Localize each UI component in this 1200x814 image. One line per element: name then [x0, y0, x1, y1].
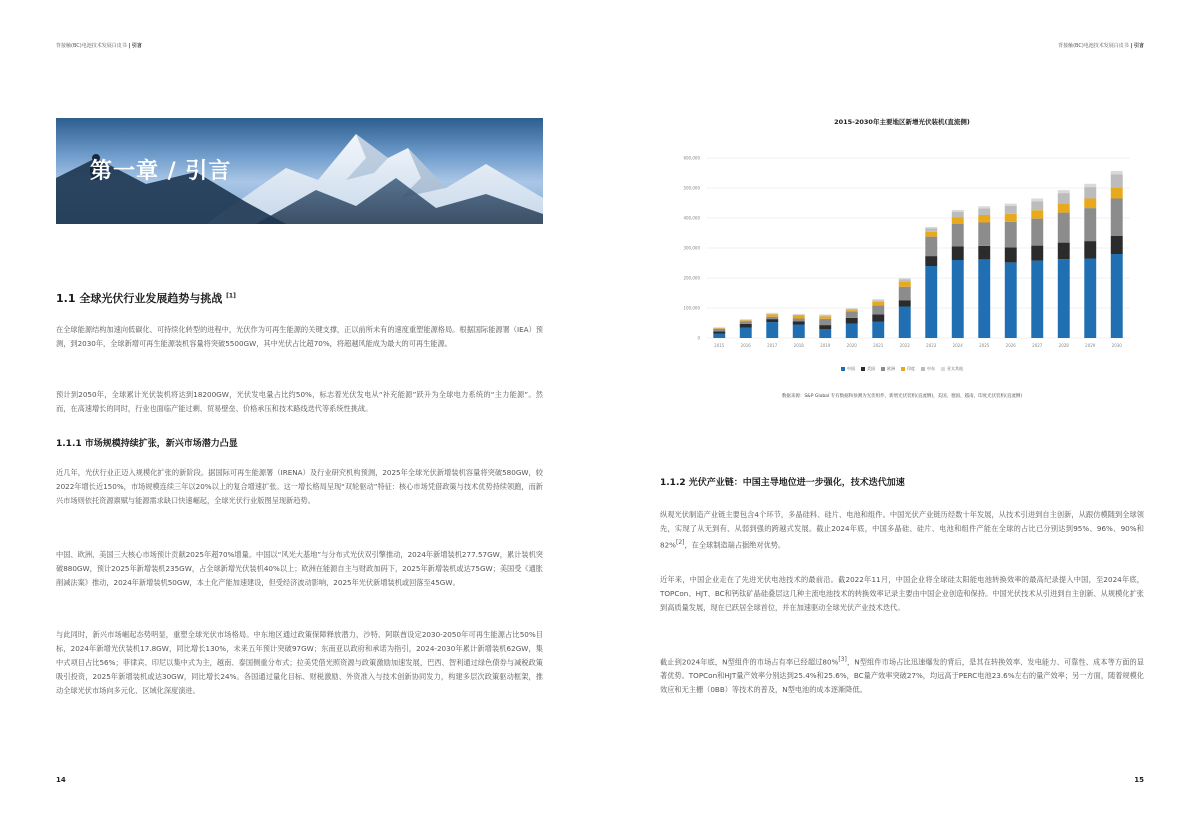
bar-segment	[846, 318, 858, 324]
paragraph-8-ref: [3]	[838, 656, 847, 663]
bar-segment	[1058, 243, 1070, 260]
bar-segment	[1005, 222, 1017, 248]
bar-segment	[872, 299, 884, 300]
bar-segment	[925, 227, 937, 229]
bar-segment	[872, 314, 884, 321]
x-tick-label: 2022	[899, 343, 910, 348]
bar-segment	[819, 316, 831, 318]
y-tick-label: 100,000	[683, 305, 700, 311]
bar-segment	[978, 206, 990, 208]
subsection-1-1-2-title: 1.1.2 光伏产业链：中国主导地位进一步强化，技术迭代加速	[660, 478, 905, 488]
x-tick-label: 2018	[793, 343, 804, 348]
y-tick-label: 300,000	[683, 245, 700, 251]
legend-item	[901, 366, 915, 372]
subsection-1-1-1-title: 1.1.1 市场规模持续扩张，新兴市场潜力凸显	[56, 439, 238, 449]
paragraph-1: 在全球能源结构加速向低碳化、可持续化转型的进程中，光伏作为可再生能源的关键支撑，正以前所未有的速度重塑能源格局。根据国际能源署（IEA）预测，到2030年，全球新增可再生能源装机容量将突破5500GW，其中光伏占比超70%，将超越风能成为最大的可再生能源。	[56, 325, 543, 348]
bar-segment	[1084, 199, 1096, 209]
legend-swatch	[941, 367, 945, 371]
legend-label: 美国	[867, 366, 875, 371]
bar-segment	[793, 315, 805, 316]
bar-segment	[1031, 219, 1043, 246]
x-tick-label: 2024	[952, 343, 963, 348]
legend-label: 中国	[847, 366, 855, 371]
bar-segment	[925, 266, 937, 338]
x-tick-label: 2023	[926, 343, 937, 348]
x-tick-label: 2017	[767, 343, 778, 348]
legend-swatch	[881, 367, 885, 371]
left-page-number: 14	[56, 776, 66, 784]
bar-segment	[1031, 261, 1043, 338]
bar-segment	[1031, 201, 1043, 210]
x-tick-label: 2020	[846, 343, 857, 348]
bar-segment	[925, 256, 937, 266]
chart-legend	[660, 366, 1144, 372]
bar-segment	[952, 210, 964, 212]
bar-segment	[899, 307, 911, 339]
bar-segment	[766, 322, 778, 338]
bar-segment	[952, 217, 964, 224]
chart-title: 2015-2030年主要地区新增光伏装机(直流侧)	[834, 118, 970, 126]
bar-segment	[713, 328, 725, 329]
bar-segment	[978, 215, 990, 223]
bar-segment	[872, 300, 884, 301]
bar-segment	[1005, 262, 1017, 338]
bar-segment	[713, 331, 725, 333]
bar-segment	[793, 319, 805, 322]
bar-segment	[899, 280, 911, 282]
legend-item	[881, 366, 895, 372]
legend-label: 欧洲	[887, 366, 895, 371]
bar-segment	[819, 314, 831, 315]
bar-segment	[766, 314, 778, 315]
paragraph-7: 近年来，中国企业走在了先进光伏电池技术的最前沿。截2022年11月，中国企业将全球硅太阳能电池转换效率的最高纪录提入中国，至2024年底，TOPCon、HJT、BC和钙钛矿晶硅叠层这几种主流电池技术的转换效率记录主要由中国企业创造和保持。中国光伏技术从引进到自主创新、从规模化扩张到高质量发展，现在已跃居全球首位，并在加速驱动全球光伏产业技术迭代。	[660, 575, 1144, 612]
bar-segment	[952, 260, 964, 338]
left-header-section: 引言	[131, 43, 142, 49]
right-header-title: 背接触(BC)电池技术发展白皮书	[1058, 43, 1129, 49]
paragraph-6-ref: [2]	[675, 539, 685, 546]
bar-segment	[766, 314, 778, 316]
bar-segment	[925, 232, 937, 237]
bar-segment	[899, 300, 911, 306]
bar-segment	[1058, 193, 1070, 204]
paragraph-8	[660, 653, 1144, 697]
bar-segment	[713, 327, 725, 328]
bar-segment	[978, 208, 990, 215]
bar-segment	[925, 237, 937, 257]
bar-segment	[846, 308, 858, 309]
chart-source: 数据来源：S&P Global 专有数据和预测为光伏组件，新增光伏装机(直流侧)，美国，德国，越南，印度光伏装机(直流侧)	[781, 394, 1023, 399]
bar-segment	[1111, 254, 1123, 338]
bar-segment	[740, 324, 752, 328]
paragraph-6-end: ，在全球制造端占据绝对优势。	[684, 540, 786, 550]
right-header-section: 引言	[1133, 43, 1144, 49]
bar-segment	[1111, 171, 1123, 175]
x-tick-label: 2028	[1058, 343, 1069, 348]
bar-segment	[1005, 206, 1017, 214]
bar-segment	[1031, 199, 1043, 202]
bar-segment	[1005, 204, 1017, 206]
bar-segment	[713, 334, 725, 339]
bar-segment	[846, 310, 858, 311]
legend-item	[841, 366, 855, 372]
legend-swatch	[921, 367, 925, 371]
x-tick-label: 2029	[1085, 343, 1096, 348]
legend-item	[921, 366, 935, 372]
y-tick-label: 0	[697, 335, 700, 341]
bar-segment	[793, 325, 805, 339]
bar-segment	[1111, 188, 1123, 199]
bar-segment	[1084, 184, 1096, 187]
bar-segment	[925, 229, 937, 232]
bar-segment	[978, 259, 990, 338]
bar-segment	[740, 320, 752, 321]
bar-segment	[766, 319, 778, 322]
bar-segment	[1084, 187, 1096, 198]
bar-segment	[740, 328, 752, 338]
bar-segment	[1084, 208, 1096, 241]
bar-segment	[952, 224, 964, 247]
bar-segment	[1084, 241, 1096, 258]
bar-segment	[1058, 190, 1070, 193]
paragraph-8-text: 截止到2024年底，N型组件的市场占有率已经超过80%	[660, 657, 839, 667]
left-running-header: 背接触(BC)电池技术发展白皮书 | 引言	[56, 43, 142, 49]
bar-segment	[846, 309, 858, 310]
bar-segment	[846, 311, 858, 318]
paragraph-2: 预计到2050年，全球累计光伏装机将达到18200GW，光伏发电量占比约50%，标志着光伏发电从“补充能源”跃升为全球电力系统的“主力能源”。然而，在高速增长的同时，行业也面临产能过剩、贸易壁垒、价格承压和技术路线迭代等系统性挑战。	[56, 390, 543, 413]
bar-segment	[978, 246, 990, 260]
bar-segment	[713, 329, 725, 332]
x-tick-label: 2016	[740, 343, 751, 348]
bar-segment	[819, 325, 831, 329]
right-running-header: 背接触(BC)电池技术发展白皮书 | 引言	[1058, 43, 1144, 49]
bar-segment	[978, 223, 990, 246]
bar-segment	[952, 247, 964, 261]
bar-segment	[740, 322, 752, 324]
bar-segment	[819, 319, 831, 325]
bar-segment	[1058, 213, 1070, 243]
right-page-number: 15	[1134, 776, 1144, 784]
y-tick-label: 400,000	[683, 215, 700, 221]
left-header-title: 背接触(BC)电池技术发展白皮书	[56, 43, 127, 49]
legend-swatch	[861, 367, 865, 371]
chapter-banner	[56, 118, 543, 224]
bar-segment	[899, 287, 911, 301]
bar-segment	[1031, 246, 1043, 261]
paragraph-6-text: 纵观光伏制造产业链主要包含4个环节，多晶硅料、硅片、电池和组件。中国光伏产业链历经数十年发展，从技术引进到自主创新，从跟仿模随到全球领先，实现了从无到有、从弱到强的跨越式发展。截止2024年底，中国多晶硅、硅片、电池和组件产能在全球的占比已分别达到95%、96%、90%和82%	[660, 510, 1144, 550]
bar-segment	[1005, 247, 1017, 262]
paragraph-5: 与此同时，新兴市场崛起态势明显，重塑全球光伏市场格局。中东地区通过政策保障释放潜力，沙特、阿联酋设定2030-2050年可再生能源占比50%目标，2024年新增光伏装机17.8GW，同比增长130%，未来五年预计突破97GW；东南亚以政府和承诺为指引，2024-2030年累计新增装机62GW，集中式项目占比56%；菲律宾、印尼以集中式为主，越南、泰国侧重分布式；拉美凭借光照资源与政策激励加速发展，巴西、智利通过绿色债券与减税政策吸引投资，2025年新增装机或达30GW，同比增长24%。各国通过量化目标、财税激励、外资准入与技术创新协同发力，构建多层次政策驱动框架，推动全球光伏市场向多元化、区域化深度演进。	[56, 630, 543, 695]
section-1-1-heading	[56, 290, 543, 306]
x-tick-label: 2027	[1032, 343, 1043, 348]
bar-segment	[872, 302, 884, 306]
bar-segment	[952, 212, 964, 217]
bar-segment	[899, 282, 911, 287]
bar-segment	[872, 305, 884, 314]
section-ref: [1]	[226, 292, 236, 300]
bar-segment	[872, 322, 884, 339]
bar-segment	[766, 317, 778, 319]
bar-segment	[1084, 259, 1096, 339]
x-tick-label: 2015	[714, 343, 725, 348]
bar-segment	[819, 329, 831, 338]
bar-segment	[1058, 204, 1070, 213]
section-title: 1.1 全球光伏行业发展趋势与挑战	[56, 292, 223, 305]
x-tick-label: 2019	[820, 343, 831, 348]
x-tick-label: 2021	[873, 343, 884, 348]
bar-segment	[1005, 214, 1017, 222]
chapter-title: 第一章 / 引言	[90, 159, 232, 184]
legend-label: 中东	[927, 366, 935, 371]
bar-segment	[819, 316, 831, 317]
bar-segment	[1111, 175, 1123, 189]
bar-segment	[1031, 210, 1043, 218]
legend-swatch	[901, 367, 905, 371]
bar-segment	[1111, 236, 1123, 254]
bar-segment	[899, 278, 911, 280]
bar-chart-icon	[660, 150, 1144, 365]
legend-label: 亚太其他	[947, 366, 963, 371]
bar-segment	[793, 322, 805, 325]
legend-item	[861, 366, 875, 372]
paragraph-6	[660, 508, 1144, 552]
legend-item	[941, 366, 963, 372]
x-tick-label: 2026	[1005, 343, 1016, 348]
paragraph-8-end: ，N型组件市场占比迅速爆发的背后，是其在转换效率、发电能力、可靠性、成本等方面的显著优势。TOPCon和HJT量产效率分别达到25.4%和25.6%，BC量产效率突破27%，均远高于PERC电池23.6%左右的量产效率；另一方面，随着规模化效应和无主栅（0BB）等技术的普及，N型电池的成本逐渐降低。	[660, 657, 1144, 695]
legend-label: 印度	[907, 366, 915, 371]
bar-segment	[740, 319, 752, 320]
bar-segment	[1058, 259, 1070, 338]
bar-segment	[793, 314, 805, 315]
x-tick-label: 2025	[979, 343, 990, 348]
bar-segment	[766, 313, 778, 314]
x-tick-label: 2030	[1111, 343, 1122, 348]
bar-segment	[793, 316, 805, 319]
bar-segment	[846, 324, 858, 338]
paragraph-3: 近几年，光伏行业正迈入规模化扩张的新阶段。据国际可再生能源署（IRENA）及行业研究机构预测，2025年全球光伏新增装机容量将突破580GW，较2022年增长近150%，市场规模连续三年以20%以上的复合增速扩张。这一增长格局呈现“双轮驱动”特征：核心市场凭借政策与技术优势持续领跑，而新兴市场则依托资源禀赋与能源需求缺口快速崛起，全球光伏行业版图呈现新趋势。	[56, 468, 543, 505]
bar-segment	[1111, 199, 1123, 237]
paragraph-4: 中国、欧洲、美国三大核心市场预计贡献2025年超70%增量。中国以“风光大基地”与分布式光伏双引擎推动，2024年新增装机277.57GW，累计装机突破880GW，预计2025年新增装机235GW，占全球新增光伏装机40%以上；欧洲在能源自主与财政加码下，2025年新增装机或达75GW；美国受《通胀削减法案》推动，2024年新增装机50GW，本土化产能加速建设，但受经济波动影响，2025年光伏新增装机或回落至45GW。	[56, 550, 543, 587]
y-tick-label: 200,000	[683, 275, 700, 281]
y-tick-label: 600,000	[683, 155, 700, 161]
y-tick-label: 500,000	[683, 185, 700, 191]
legend-swatch	[841, 367, 845, 371]
